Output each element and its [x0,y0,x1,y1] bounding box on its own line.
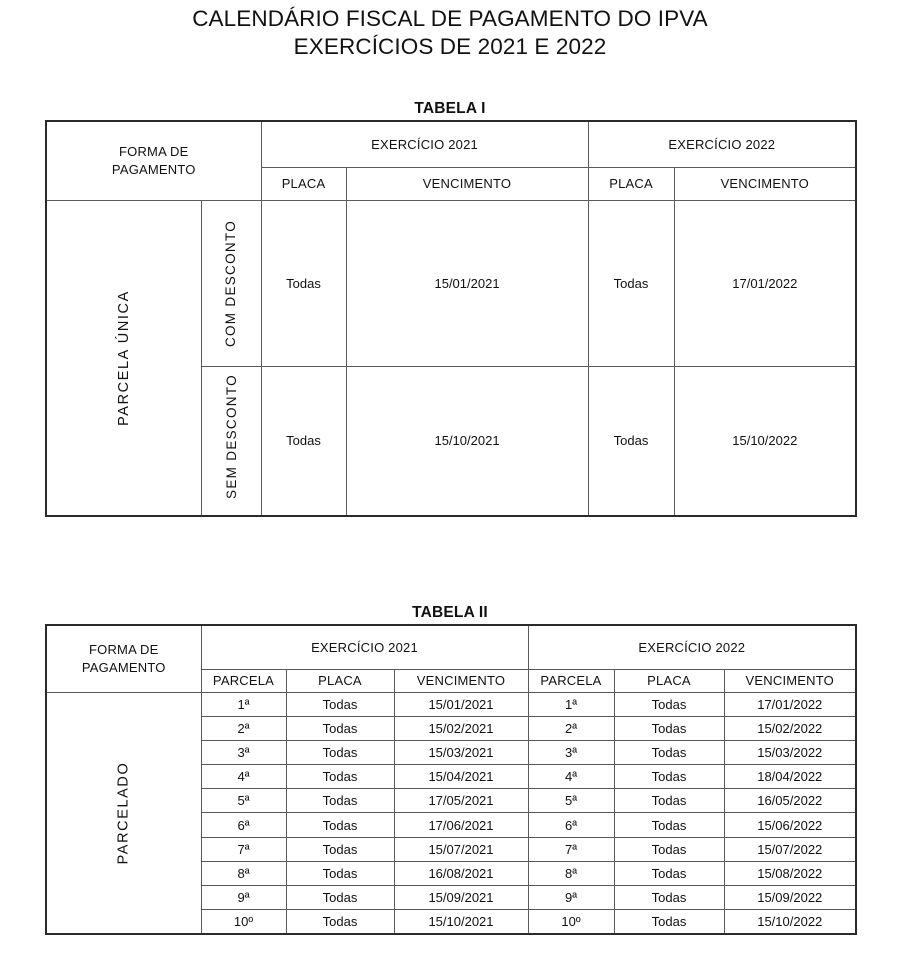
table-1-subtype-com-desconto [201,200,261,366]
table-2-cell-vencimento-2022-1: 15/02/2022 [724,716,856,740]
table-2-cell-placa-2022-6: Todas [614,837,724,861]
table-2-cell-parcela-2021-5: 6ª [201,813,286,837]
table-1-cell-vencimento-2022-0: 17/01/2022 [674,200,856,366]
table-2-cell-placa-2022-9: Todas [614,910,724,935]
table-2-cell-placa-2022-1: Todas [614,716,724,740]
table-2-cell-placa-2021-6: Todas [286,837,394,861]
table-2-cell-vencimento-2021-2: 15/03/2021 [394,740,528,764]
table-2-cell-vencimento-2022-2: 15/03/2022 [724,740,856,764]
table-1-header-placa-2021: PLACA [261,167,346,200]
table-2-header-placa-2022: PLACA [614,669,724,692]
table-2-cell-parcela-2022-6: 7ª [528,837,614,861]
table-2-header-forma-pagamento [46,625,201,692]
table-2-header-placa-2021: PLACA [286,669,394,692]
table-2-caption: TABELA II [412,604,488,621]
table-1-header-exercicio-2022: EXERCÍCIO 2022 [588,121,856,167]
table-2-cell-placa-2022-7: Todas [614,861,724,885]
table-1-cell-placa-2021-1: Todas [261,366,346,516]
table-1-caption: TABELA I [414,100,486,117]
table-2-cell-placa-2022-0: Todas [614,692,724,716]
table-1-header-forma-line-2: PAGAMENTO [111,161,196,177]
table-2-cell-vencimento-2022-4: 16/05/2022 [724,789,856,813]
table-2-cell-parcela-2021-9: 10º [201,910,286,935]
table-1-cell-placa-2022-1: Todas [588,366,674,516]
table-1-group-label-text: PARCELA ÚNICA [115,289,132,426]
table-2-cell-parcela-2021-0: 1ª [201,692,286,716]
table-1-cell-placa-2021-0: Todas [261,200,346,366]
table-2-cell-placa-2021-1: Todas [286,716,394,740]
table-2-cell-parcela-2021-4: 5ª [201,789,286,813]
table-2-cell-vencimento-2021-5: 17/06/2021 [394,813,528,837]
table-2-cell-parcela-2022-9: 10º [528,910,614,935]
table-2-cell-parcela-2021-2: 3ª [201,740,286,764]
table-1-group-label-parcela-unica [46,200,201,516]
table-2-cell-parcela-2022-0: 1ª [528,692,614,716]
table-2-cell-vencimento-2021-8: 15/09/2021 [394,886,528,910]
table-2-cell-placa-2021-9: Todas [286,910,394,935]
table-1-cell-vencimento-2021-1: 15/10/2021 [346,366,588,516]
table-2-cell-vencimento-2022-3: 18/04/2022 [724,765,856,789]
table-1-subtype-sem-desconto [201,366,261,516]
table-2-cell-parcela-2022-1: 2ª [528,716,614,740]
table-2 [45,624,857,935]
table-2-cell-placa-2021-7: Todas [286,861,394,885]
table-2-cell-parcela-2022-8: 9ª [528,886,614,910]
table-2-cell-vencimento-2022-0: 17/01/2022 [724,692,856,716]
table-1 [45,120,857,517]
table-2-cell-placa-2021-8: Todas [286,886,394,910]
table-2-cell-vencimento-2022-6: 15/07/2022 [724,837,856,861]
table-2-cell-placa-2022-4: Todas [614,789,724,813]
table-2-cell-vencimento-2022-7: 15/08/2022 [724,861,856,885]
table-2-header-vencimento-2021: VENCIMENTO [394,669,528,692]
table-2-cell-parcela-2022-4: 5ª [528,789,614,813]
table-2-cell-vencimento-2022-9: 15/10/2022 [724,910,856,935]
table-2-cell-vencimento-2021-1: 15/02/2021 [394,716,528,740]
table-1-header-forma-line-1: FORMA DE [119,143,189,159]
table-2-cell-parcela-2021-1: 2ª [201,716,286,740]
table-2-cell-vencimento-2021-3: 15/04/2021 [394,765,528,789]
table-2-group-label-parcelado [46,692,201,934]
page-title-line-1: CALENDÁRIO FISCAL DE PAGAMENTO DO IPVA [192,6,708,31]
table-2-header-forma-line-1: FORMA DE [89,641,159,657]
table-row [46,692,856,716]
table-2-cell-placa-2021-2: Todas [286,740,394,764]
table-2-cell-parcela-2021-7: 8ª [201,861,286,885]
table-2-cell-vencimento-2022-8: 15/09/2022 [724,886,856,910]
table-2-header-exercicio-2021: EXERCÍCIO 2021 [201,625,528,669]
table-2-header-forma-line-2: PAGAMENTO [81,659,166,675]
table-2-cell-placa-2022-2: Todas [614,740,724,764]
table-2-header-exercicio-2022: EXERCÍCIO 2022 [528,625,856,669]
table-2-header-vencimento-2022: VENCIMENTO [724,669,856,692]
table-2-cell-parcela-2022-5: 6ª [528,813,614,837]
table-1-cell-placa-2022-0: Todas [588,200,674,366]
table-2-cell-placa-2021-3: Todas [286,765,394,789]
table-2-cell-parcela-2021-3: 4ª [201,765,286,789]
table-2-group-label-text: PARCELADO [115,761,132,865]
table-1-header-forma-pagamento [46,121,261,200]
table-2-cell-parcela-2021-8: 9ª [201,886,286,910]
table-1-header-row-top [46,121,856,167]
table-2-cell-parcela-2022-7: 8ª [528,861,614,885]
table-2-cell-placa-2021-4: Todas [286,789,394,813]
table-2-header-row-top [46,625,856,669]
table-2-cell-parcela-2022-2: 3ª [528,740,614,764]
table-row [46,200,856,366]
table-2-cell-vencimento-2021-6: 15/07/2021 [394,837,528,861]
table-1-header-vencimento-2022: VENCIMENTO [674,167,856,200]
table-1-header-placa-2022: PLACA [588,167,674,200]
table-2-cell-placa-2022-8: Todas [614,886,724,910]
table-2-cell-vencimento-2021-7: 16/08/2021 [394,861,528,885]
table-1-subtype-text-0: COM DESCONTO [223,219,239,347]
table-1-header-vencimento-2021: VENCIMENTO [346,167,588,200]
page-title [0,5,900,61]
table-2-header-parcela-2022: PARCELA [528,669,614,692]
table-2-cell-vencimento-2022-5: 15/06/2022 [724,813,856,837]
table-2-cell-placa-2021-0: Todas [286,692,394,716]
page-title-line-2: EXERCÍCIOS DE 2021 E 2022 [293,34,607,59]
table-2-cell-vencimento-2021-9: 15/10/2021 [394,910,528,935]
table-1-subtype-text-1: SEM DESCONTO [223,373,239,499]
table-2-cell-placa-2022-3: Todas [614,765,724,789]
table-2-cell-parcela-2022-3: 4ª [528,765,614,789]
table-1-cell-vencimento-2022-1: 15/10/2022 [674,366,856,516]
table-2-cell-vencimento-2021-4: 17/05/2021 [394,789,528,813]
table-1-cell-vencimento-2021-0: 15/01/2021 [346,200,588,366]
table-2-cell-vencimento-2021-0: 15/01/2021 [394,692,528,716]
table-2-cell-placa-2022-5: Todas [614,813,724,837]
table-2-header-parcela-2021: PARCELA [201,669,286,692]
table-2-cell-placa-2021-5: Todas [286,813,394,837]
table-1-header-exercicio-2021: EXERCÍCIO 2021 [261,121,588,167]
table-2-cell-parcela-2021-6: 7ª [201,837,286,861]
